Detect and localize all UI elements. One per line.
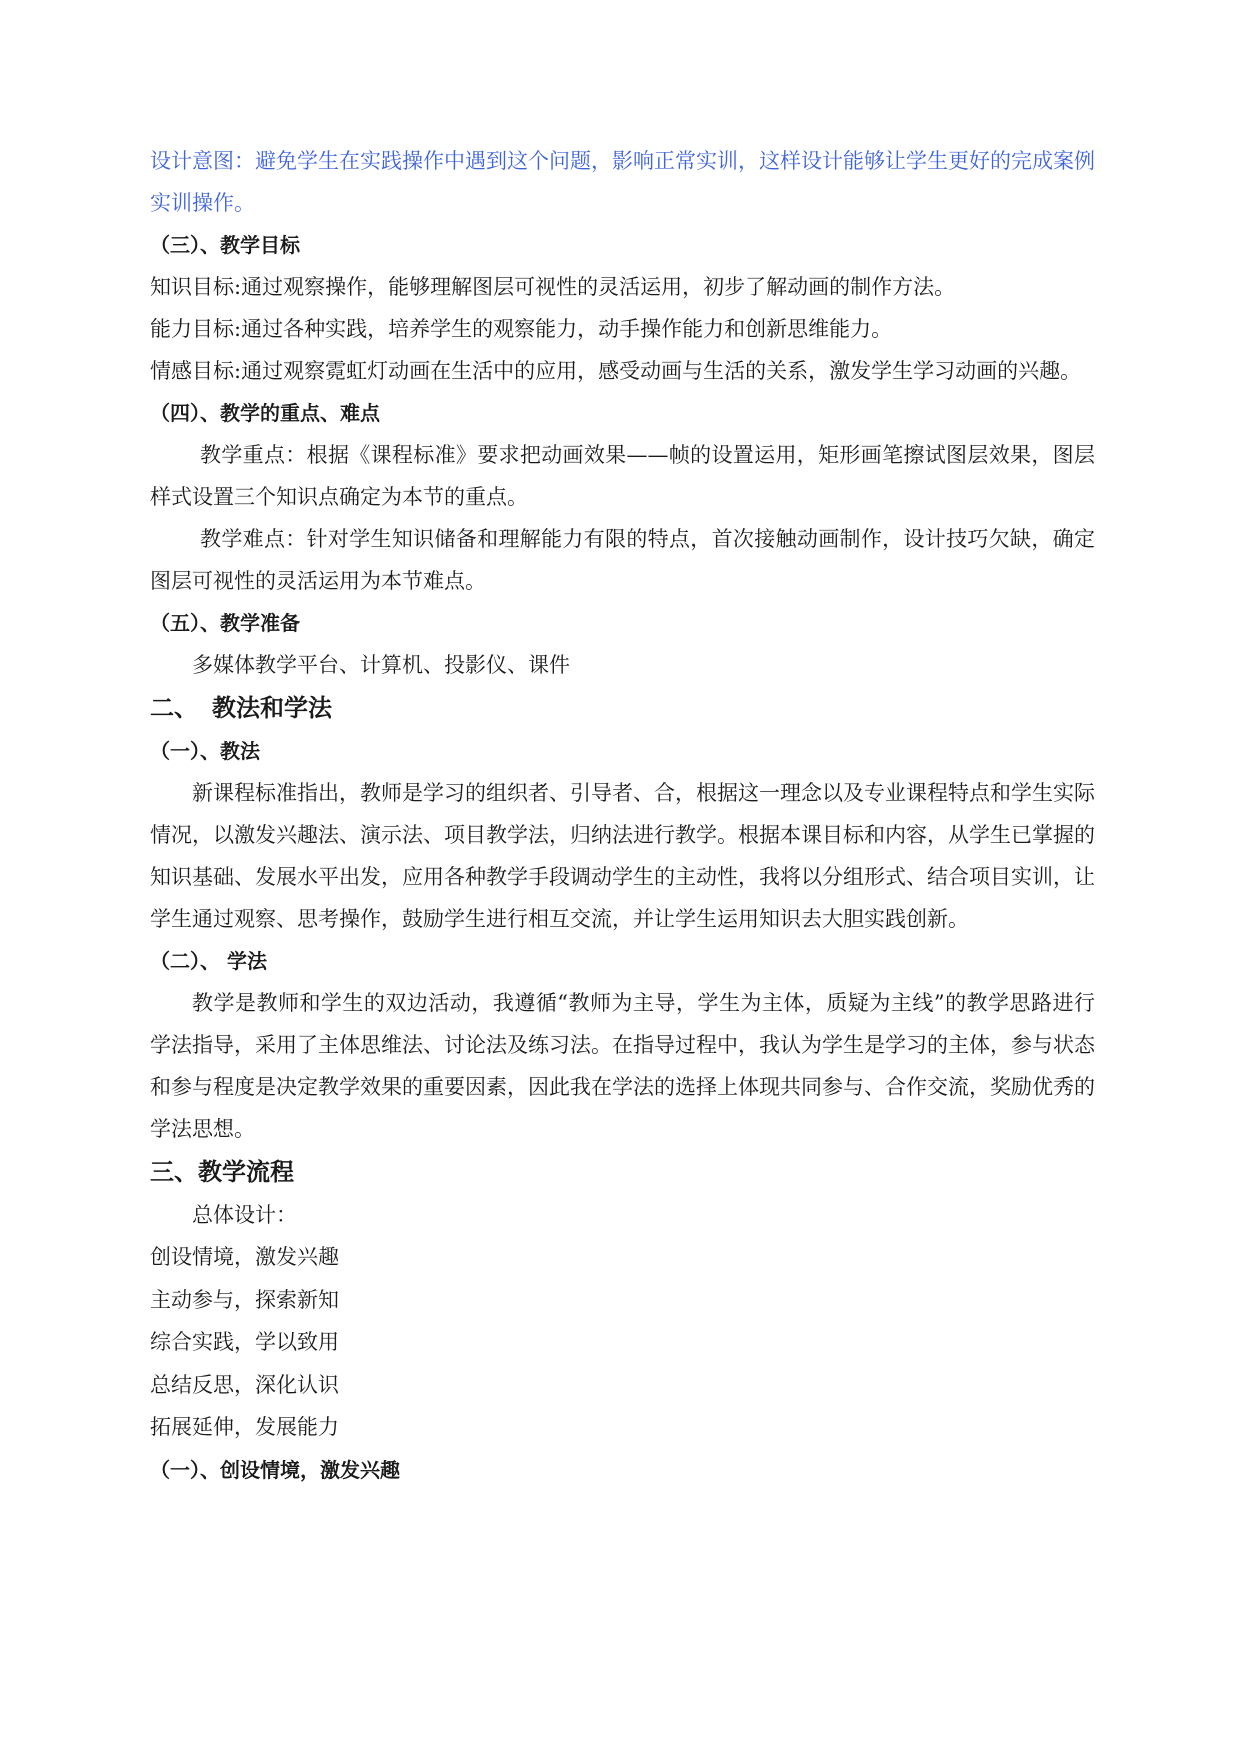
difficulty-paragraph: 教学难点：针对学生知识储备和理解能力有限的特点，首次接触动画制作，设计技巧欠缺，确定图层可视性的灵活运用为本节难点。 bbox=[150, 527, 1095, 593]
flow-step: 总结反思，深化认识 bbox=[150, 1372, 339, 1397]
section-heading-teaching-method: （一）、教法 bbox=[150, 739, 260, 763]
key-point-paragraph: 教学重点：根据《课程标准》要求把动画效果——帧的设置运用，矩形画笔擦试图层效果，图层样式设置三个知识点确定为本节的重点。 bbox=[150, 443, 1095, 509]
prep-content: 多媒体教学平台、计算机、投影仪、课件 bbox=[192, 653, 570, 677]
section-heading-create-scenario: （一）、创设情境，激发兴趣 bbox=[150, 1457, 400, 1482]
flow-step: 拓展延伸，发展能力 bbox=[150, 1415, 339, 1439]
document-page bbox=[150, 140, 1095, 1491]
learning-method-paragraph: 教学是教师和学生的双边活动，我遵循“教师为主导，学生为主体，质疑为主线”的教学思路进行学法指导，采用了主体思维法、讨论法及练习法。在指导过程中，我认为学生是学习的主体，参与状态和参与程度是决定教学效果的重要因素，因此我在学法的选择上体现共同参与、合作交流，奖励优秀的学法思想。 bbox=[150, 991, 1095, 1141]
part-three-heading: 三、教学流程 bbox=[150, 1158, 294, 1186]
flow-step: 主动参与，探索新知 bbox=[150, 1287, 339, 1312]
teaching-method-paragraph: 新课程标准指出，教师是学习的组织者、引导者、合，根据这一理念以及专业课程特点和学生实际情况，以激发兴趣法、演示法、项目教学法，归纳法进行教学。根据本课目标和内容，从学生已掌握的知识基础、发展水平出发，应用各种教学手段调动学生的主动性，我将以分组形式、结合项目实训，让学生通过观察、思考操作，鼓励学生进行相互交流，并让学生运用知识去大胆实践创新。 bbox=[150, 781, 1095, 931]
section-heading-key-points: （四）、教学的重点、难点 bbox=[150, 401, 380, 425]
part-two-number: 二、 bbox=[150, 694, 198, 722]
knowledge-goal: 知识目标:通过观察操作，能够理解图层可视性的灵活运用，初步了解动画的制作方法。 bbox=[150, 275, 956, 299]
section-heading-learning-method: （二）、 学法 bbox=[150, 949, 267, 973]
part-two-heading bbox=[150, 686, 1095, 730]
ability-goal: 能力目标:通过各种实践，培养学生的观察能力，动手操作能力和创新思维能力。 bbox=[150, 317, 893, 341]
design-intent-paragraph: 设计意图：避免学生在实践操作中遇到这个问题，影响正常实训，这样设计能够让学生更好的完成案例实训操作。 bbox=[150, 149, 1095, 215]
part-two-title: 教法和学法 bbox=[212, 694, 332, 722]
section-heading-goals: （三）、教学目标 bbox=[150, 233, 300, 257]
flow-step: 综合实践，学以致用 bbox=[150, 1330, 339, 1354]
section-heading-prep: （五）、教学准备 bbox=[150, 611, 300, 635]
flow-step-list bbox=[150, 1236, 1095, 1449]
flow-step: 创设情境，激发兴趣 bbox=[150, 1245, 339, 1269]
overall-design-label: 总体设计： bbox=[192, 1203, 297, 1227]
emotion-goal: 情感目标:通过观察霓虹灯动画在生活中的应用，感受动画与生活的关系，激发学生学习动画的兴趣。 bbox=[150, 359, 1082, 383]
